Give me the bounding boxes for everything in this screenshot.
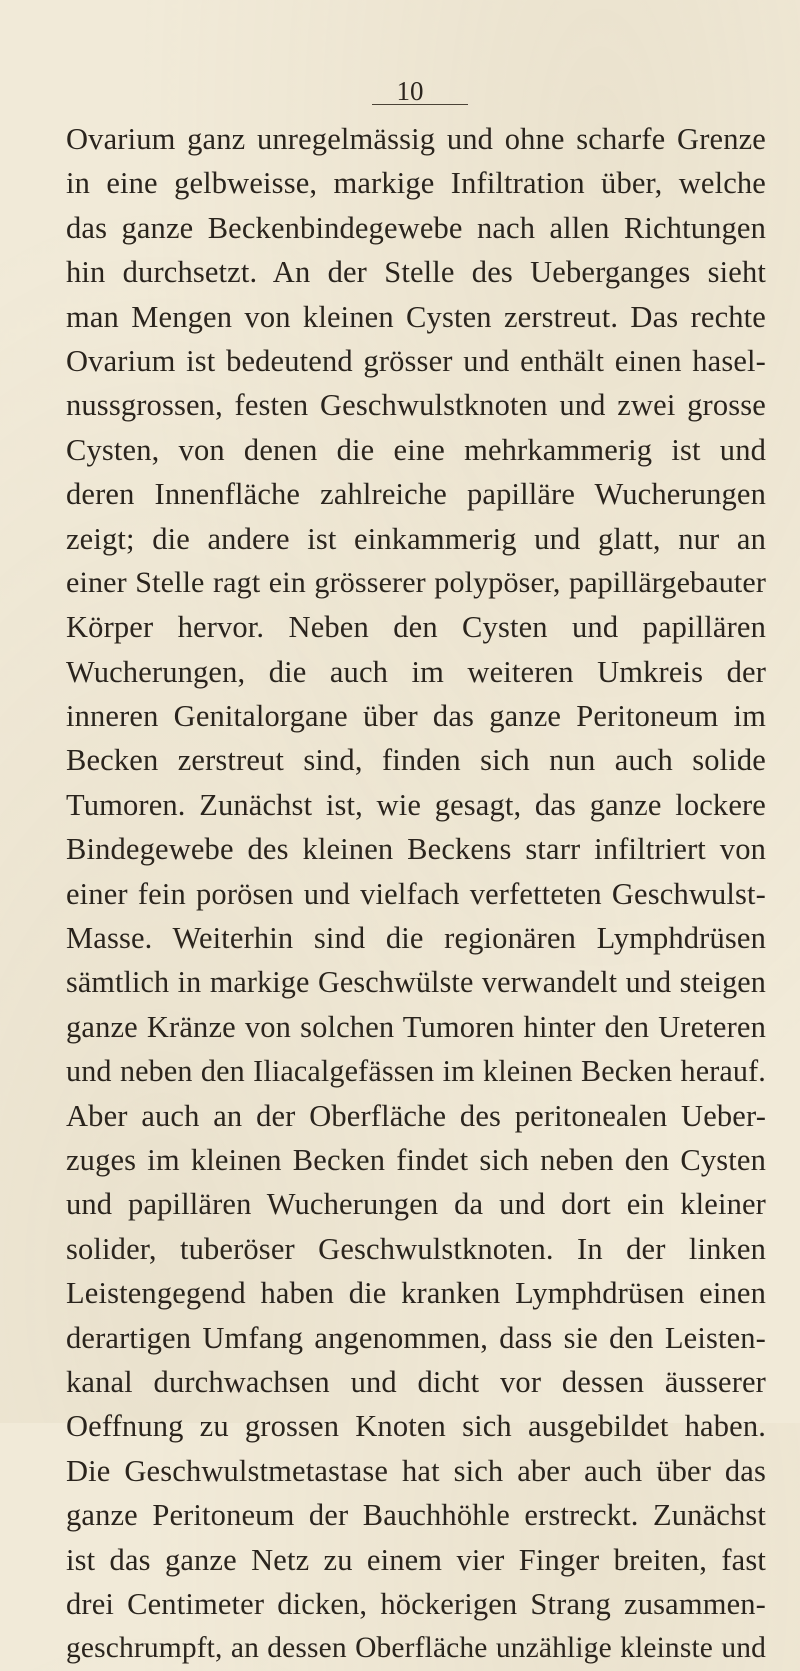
text-line: Aber auch an der Oberfläche des peritonealen Ueber- (66, 1098, 766, 1133)
text-line: Ovarium ganz unregelmässig und ohne scharfe Grenze (66, 122, 766, 156)
text-line: kanal durchwachsen und dicht vor dessen äusserer (66, 1364, 766, 1399)
text-line: drei Centimeter dicken, höckerigen Strang zusammen- (66, 1586, 766, 1621)
body-text (66, 117, 766, 1671)
text-line: ist das ganze Netz zu einem vier Finger breiten, fast (66, 1542, 766, 1577)
text-line: Oeffnung zu grossen Knoten sich ausgebildet haben. (66, 1409, 766, 1444)
text-line: Die Geschwulstmetastase hat sich aber auch über das (66, 1453, 766, 1488)
text-line: inneren Genitalorgane über das ganze Peritoneum im (66, 699, 766, 734)
text-line: und neben den Iliacalgefässen im kleinen Becken herauf. (66, 1054, 766, 1089)
text-line: Masse. Weiterhin sind die regionären Lymphdrüsen (66, 921, 766, 956)
text-line: einer fein porösen und vielfach verfetteten Geschwulst- (66, 876, 766, 911)
header-rule (372, 104, 468, 105)
text-line: Ovarium ist bedeutend grösser und enthält einen hasel- (66, 343, 766, 378)
text-line: Leistengegend haben die kranken Lymphdrüsen einen (66, 1276, 766, 1311)
page-number: 10 (396, 76, 424, 106)
text-line: Bindegewebe des kleinen Beckens starr infiltriert von (66, 832, 766, 867)
text-line: hin durchsetzt. An der Stelle des Ueberganges sieht (66, 255, 766, 290)
text-line: derartigen Umfang angenommen, dass sie den Leisten- (66, 1320, 766, 1355)
text-line: einer Stelle ragt ein grösserer polypöser, papillärgebauter (66, 565, 766, 599)
text-line: und papillären Wucherungen da und dort ein kleiner (66, 1187, 766, 1222)
text-line: zuges im kleinen Becken findet sich neben den Cysten (66, 1142, 766, 1177)
text-line: solider, tuberöser Geschwulstknoten. In der linken (66, 1231, 766, 1266)
text-line: Wucherungen, die auch im weiteren Umkreis der (66, 654, 766, 689)
text-line: Tumoren. Zunächst ist, wie gesagt, das ganze lockere (66, 787, 766, 822)
text-line: zeigt; die andere ist einkammerig und glatt, nur an (66, 521, 766, 556)
text-line: man Mengen von kleinen Cysten zerstreut. Das rechte (66, 299, 766, 334)
text-line: sämtlich in markige Geschwülste verwandelt und steigen (66, 965, 766, 1000)
text-line: Körper hervor. Neben den Cysten und papillären (66, 610, 766, 645)
text-line: in eine gelbweisse, markige Infiltration über, welche (66, 166, 766, 201)
text-line: ganze Kränze von solchen Tumoren hinter den Ureteren (66, 1009, 766, 1044)
text-line: das ganze Beckenbindegewebe nach allen Richtungen (66, 210, 766, 245)
text-line: geschrumpft, an dessen Oberfläche unzählige kleinste und (66, 1632, 766, 1665)
text-line: Cysten, von denen die eine mehrkammerig ist und (66, 432, 766, 467)
text-line: nussgrossen, festen Geschwulstknoten und zwei grosse (66, 388, 766, 423)
text-line: deren Innenfläche zahlreiche papilläre Wucherungen (66, 477, 766, 512)
text-line: ganze Peritoneum der Bauchhöhle erstreckt. Zunächst (66, 1498, 766, 1533)
text-line: Becken zerstreut sind, finden sich nun auch solide (66, 743, 766, 778)
